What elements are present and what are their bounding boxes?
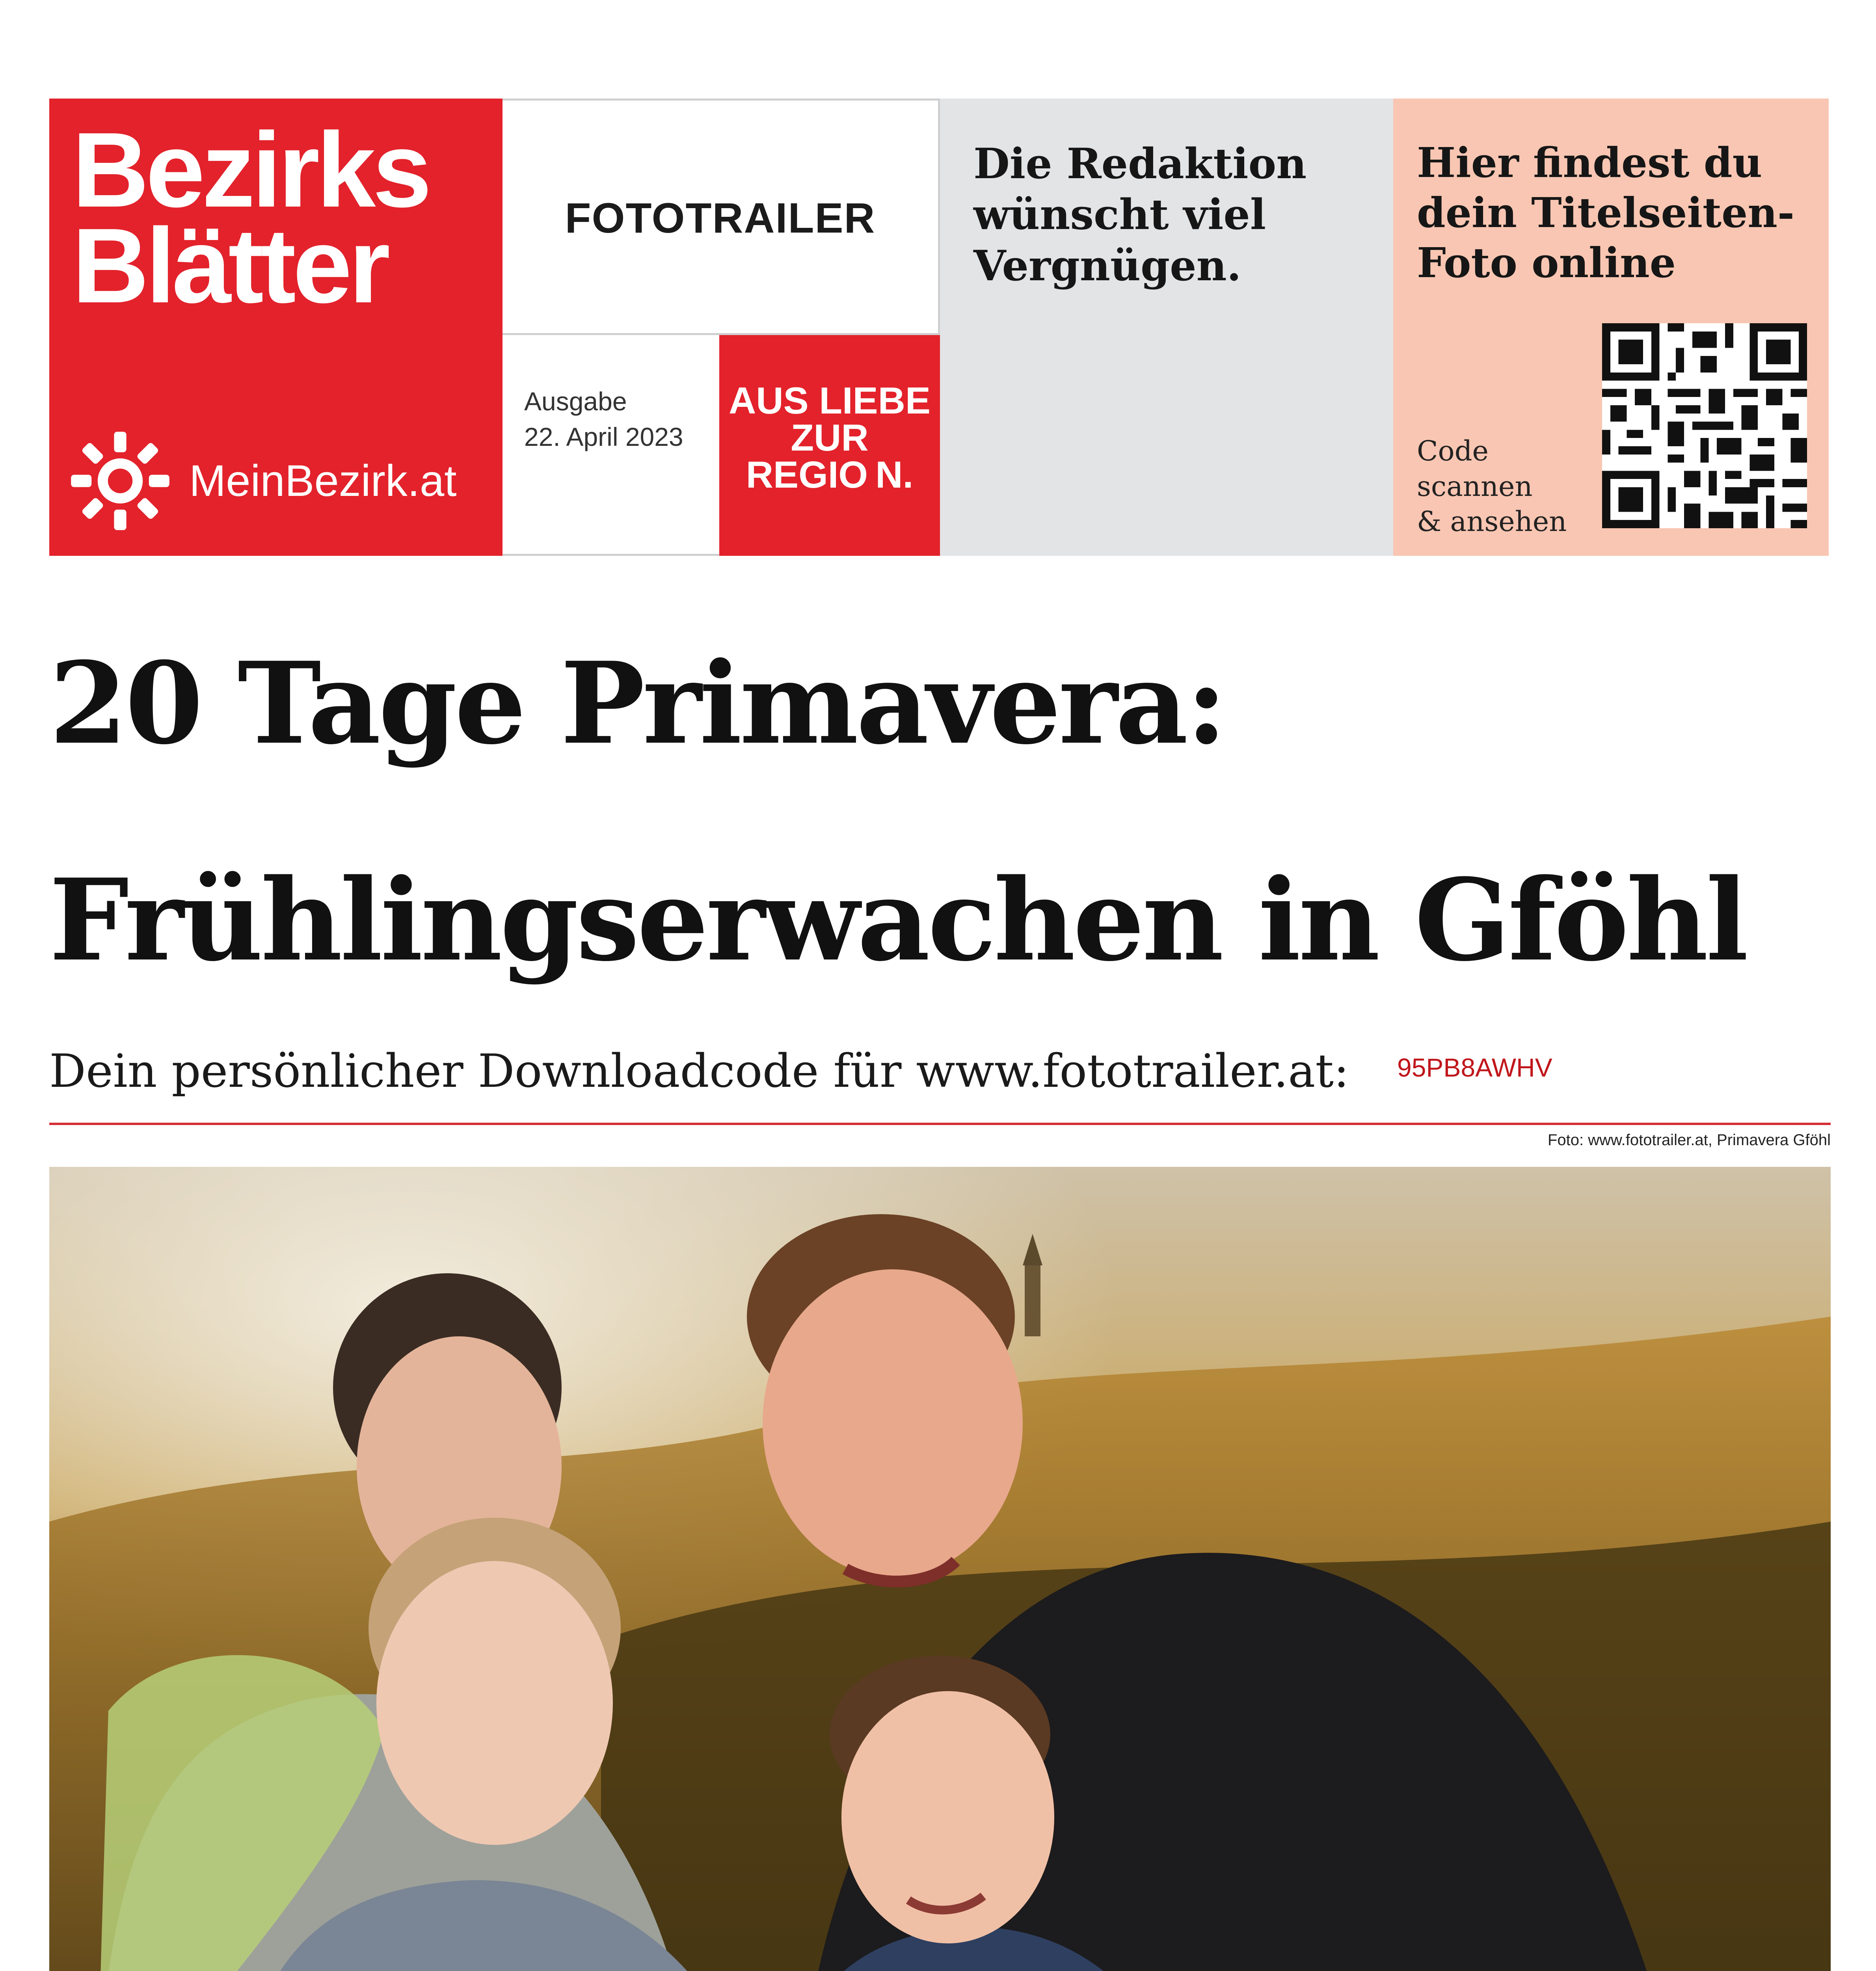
sun-icon — [69, 430, 171, 532]
download-code-row — [49, 1045, 1831, 1108]
slogan-box — [719, 335, 940, 556]
greeting-box — [940, 99, 1393, 556]
brand-logo-block — [49, 99, 502, 556]
section-label-box — [502, 99, 940, 335]
edition-box — [502, 335, 719, 556]
brand-wordmark: Bezirks Blätter — [72, 111, 429, 325]
slogan: AUS LIEBE ZUR REGIO N. — [728, 380, 931, 496]
qr-box — [1393, 99, 1829, 556]
section-label: FOTOTRAILER — [565, 194, 876, 242]
qr-caption: Code scannen & ansehen — [1417, 435, 1567, 538]
page-headline — [49, 595, 1831, 1029]
edition-date: 22. April 2023 — [524, 422, 683, 451]
qr-title: Hier findest du dein Titelseiten- Foto online — [1417, 138, 1795, 287]
family-photo-illustration — [49, 1167, 1831, 1971]
download-code-value[interactable]: 95PB8AWHV — [1397, 1053, 1552, 1082]
edition-label: Ausgabe — [524, 387, 627, 416]
download-code-label: Dein persönlicher Downloadcode für www.fototrailer.at: — [49, 1045, 1349, 1098]
photo-credit: Foto: www.fototrailer.at, Primavera Gföhl — [1547, 1131, 1831, 1149]
headline-line-1: 20 Tage Primavera: — [49, 637, 1225, 769]
divider-rule — [49, 1123, 1831, 1125]
headline-line-2: Frühlingserwachen in Gföhl — [49, 854, 1746, 986]
site-name: MeinBezirk.at — [189, 456, 457, 505]
qr-code-icon[interactable] — [1602, 323, 1807, 528]
family-photo — [49, 1167, 1831, 1971]
greeting-text: Die Redaktion wünscht viel Vergnügen. — [973, 139, 1307, 290]
